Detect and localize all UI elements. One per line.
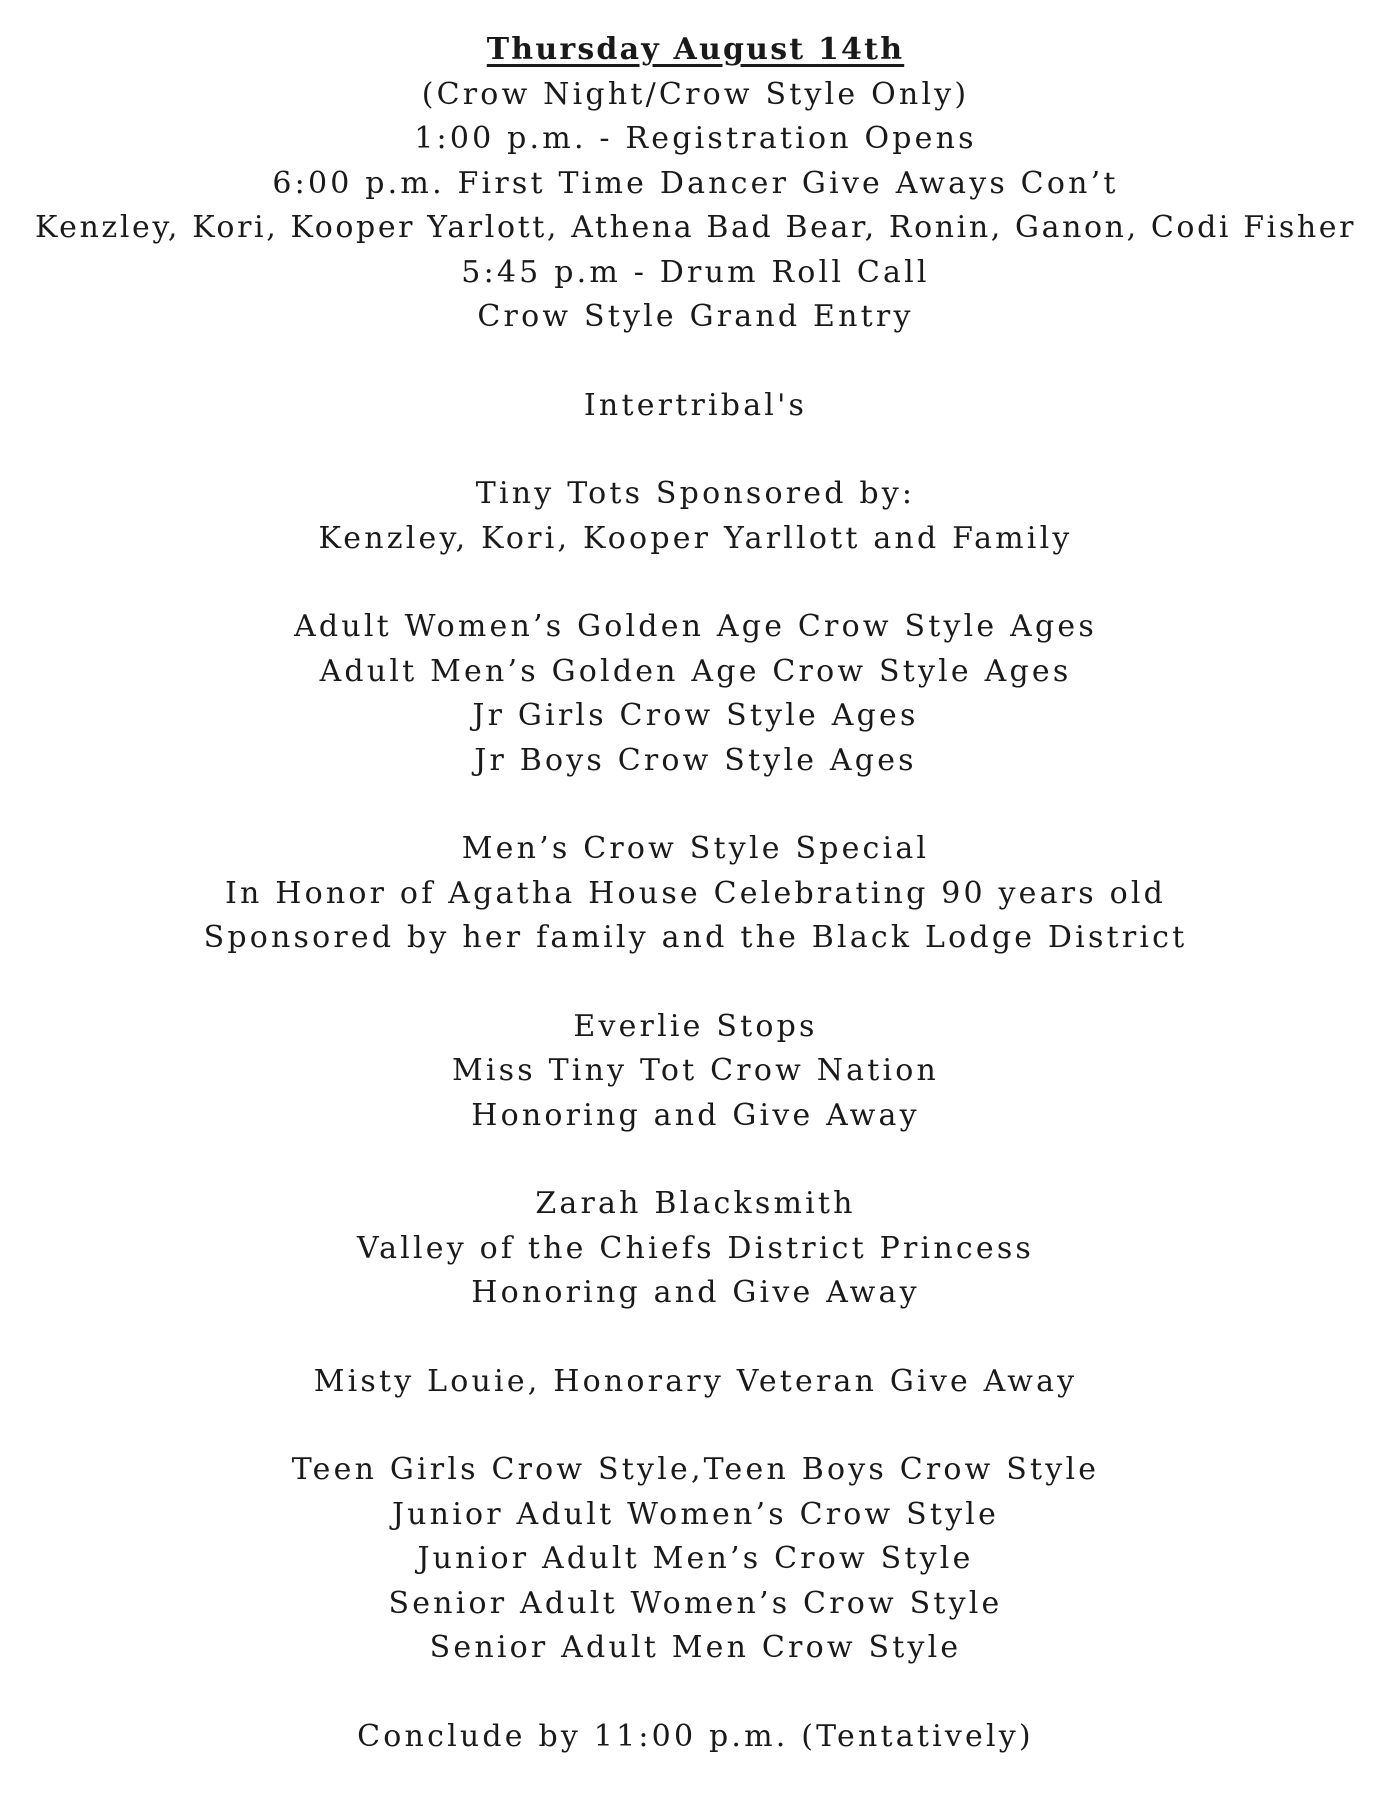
mens-special-sponsor: Sponsored by her family and the Black Lodge District — [203, 920, 1188, 955]
schedule-document — [0, 28, 1391, 1759]
section-gap — [0, 1316, 1391, 1360]
section-gap — [0, 340, 1391, 384]
dancer-names-line: Kenzley, Kori, Kooper Yarlott, Athena Bad Bear, Ronin, Ganon, Codi Fisher — [34, 210, 1357, 245]
tiny-tots-sponsor-names: Kenzley, Kori, Kooper Yarllott and Family — [318, 520, 1073, 556]
first-time-dancer-line: 6:00 p.m. First Time Dancer Give Aways Con’t — [272, 165, 1119, 201]
adult-category-line: Teen Girls Crow Style,Teen Boys Crow Style — [291, 1452, 1100, 1487]
age-category-line: Adult Women’s Golden Age Crow Style Ages — [294, 609, 1097, 644]
zarah-give-away: Honoring and Give Away — [471, 1275, 920, 1310]
section-gap — [0, 1404, 1391, 1448]
tiny-tots-sponsor-heading: Tiny Tots Sponsored by: — [475, 476, 916, 511]
adult-category-line: Junior Adult Women’s Crow Style — [391, 1496, 1000, 1532]
adult-category-line: Senior Adult Women’s Crow Style — [388, 1585, 1003, 1621]
schedule-title: Thursday August 14th — [486, 32, 905, 67]
schedule-subtitle: (Crow Night/Crow Style Only) — [421, 76, 970, 112]
drum-roll-call-line: 5:45 p.m - Drum Roll Call — [461, 254, 930, 290]
age-category-line: Adult Men’s Golden Age Crow Style Ages — [319, 653, 1072, 689]
everlie-give-away: Honoring and Give Away — [471, 1097, 920, 1133]
zarah-title: Valley of the Chiefs District Princess — [356, 1230, 1035, 1266]
intertribal-line: Intertribal's — [583, 387, 808, 423]
section-gap — [0, 428, 1391, 472]
section-gap — [0, 1671, 1391, 1715]
registration-line: 1:00 p.m. - Registration Opens — [414, 121, 977, 156]
section-gap — [0, 961, 1391, 1005]
conclusion-line: Conclude by 11:00 p.m. (Tentatively) — [357, 1718, 1034, 1754]
zarah-name: Zarah Blacksmith — [535, 1186, 856, 1221]
adult-category-line: Senior Adult Men Crow Style — [429, 1630, 962, 1665]
age-category-line: Jr Girls Crow Style Ages — [472, 698, 919, 733]
section-gap — [0, 1138, 1391, 1182]
adult-category-line: Junior Adult Men’s Crow Style — [417, 1541, 974, 1576]
grand-entry-line: Crow Style Grand Entry — [477, 299, 914, 334]
everlie-title: Miss Tiny Tot Crow Nation — [451, 1053, 940, 1088]
misty-give-away-line: Misty Louie, Honorary Veteran Give Away — [313, 1363, 1078, 1399]
mens-special-honor: In Honor of Agatha House Celebrating 90 years old — [224, 875, 1167, 911]
mens-special-heading: Men’s Crow Style Special — [461, 831, 930, 866]
everlie-name: Everlie Stops — [573, 1008, 818, 1044]
age-category-line: Jr Boys Crow Style Ages — [474, 742, 917, 778]
section-gap — [0, 561, 1391, 605]
section-gap — [0, 783, 1391, 827]
